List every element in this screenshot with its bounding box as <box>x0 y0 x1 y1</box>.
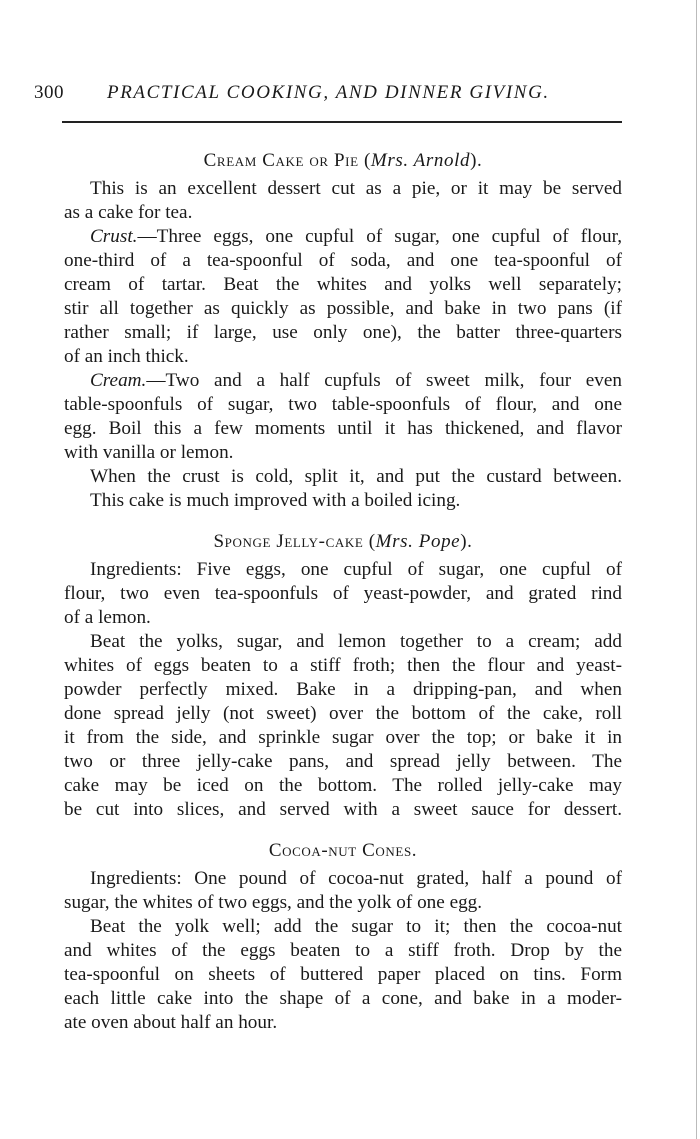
running-title: PRACTICAL COOKING, AND DINNER GIVING. <box>107 82 550 103</box>
text-line: two or three jelly-cake pans, and spread jelly between. The <box>64 751 622 772</box>
line-lead: Cream. <box>90 370 147 391</box>
line-lead: Crust. <box>90 226 138 247</box>
text-line: Beat the yolks, sugar, and lemon together to a cream; add <box>90 631 622 652</box>
text-line: table-spoonfuls of sugar, two table-spoonfuls of flour, and one <box>64 394 622 415</box>
text-line <box>64 369 622 393</box>
paren-close: ). <box>460 531 473 552</box>
paren-close: ). <box>470 150 483 171</box>
text-line: of a lemon. <box>64 607 151 628</box>
paren-open: ( <box>363 531 376 552</box>
recipe-name: Cocoa-nut Cones. <box>268 840 418 861</box>
recipe-name: Sponge Jelly-cake <box>213 531 364 552</box>
text-line: stir all together as quickly as possible, and bake in two pans (if <box>64 298 622 319</box>
text-line: with vanilla or lemon. <box>64 442 234 463</box>
paren-open: ( <box>358 150 371 171</box>
text-line: flour, two even tea-spoonfuls of yeast-powder, and grated rind <box>64 583 622 604</box>
text-line: as a cake for tea. <box>64 202 193 223</box>
running-header <box>34 82 624 110</box>
text-line: and whites of the eggs beaten to a stiff froth. Drop by the <box>64 940 622 961</box>
recipe-section <box>64 838 622 1035</box>
text-line: it from the side, and sprinkle sugar over the top; or bake it in <box>64 727 622 748</box>
recipe-section <box>64 148 622 513</box>
recipe-author: Mrs. Arnold <box>370 150 471 171</box>
recipe-name: Cream Cake or Pie <box>203 150 359 171</box>
text-line: tea-spoonful on sheets of buttered paper placed on tins. Form <box>64 964 622 985</box>
text-line: Beat the yolk well; add the sugar to it; then the cocoa-nut <box>90 916 622 937</box>
text-line: This is an excellent dessert cut as a pie, or it may be served <box>90 178 622 199</box>
line-text: —Two and a half cupfuls of sweet milk, four even <box>146 370 622 391</box>
recipe-author: Mrs. Pope <box>375 531 461 552</box>
line-text: —Three eggs, one cupful of sugar, one cupful of flour, <box>137 226 622 247</box>
header-rule <box>62 121 622 123</box>
recipe-title <box>64 529 622 555</box>
text-line: This cake is much improved with a boiled icing. <box>90 490 461 511</box>
text-line: rather small; if large, use only one), the batter three-quarters <box>64 322 622 343</box>
page-number: 300 <box>34 82 64 103</box>
text-line: egg. Boil this a few moments until it has thickened, and flavor <box>64 418 622 439</box>
text-line: one-third of a tea-spoonful of soda, and one tea-spoonful of <box>64 250 622 271</box>
text-line: powder perfectly mixed. Bake in a dripping-pan, and when <box>64 679 622 700</box>
text-line: done spread jelly (not sweet) over the bottom of the cake, roll <box>64 703 622 724</box>
text-line: of an inch thick. <box>64 346 189 367</box>
text-line: be cut into slices, and served with a sweet sauce for dessert. <box>64 799 622 820</box>
page-body <box>64 148 622 1051</box>
page-edge <box>696 0 697 1139</box>
text-line <box>64 225 622 249</box>
text-line: cream of tartar. Beat the whites and yolks well separately; <box>64 274 622 295</box>
text-line: When the crust is cold, split it, and put the custard between. <box>90 466 622 487</box>
recipe-section <box>64 529 622 822</box>
text-line: cake may be iced on the bottom. The rolled jelly-cake may <box>64 775 622 796</box>
text-line: ate oven about half an hour. <box>64 1012 278 1033</box>
text-line: whites of eggs beaten to a stiff froth; then the flour and yeast- <box>64 655 622 676</box>
text-line: Ingredients: Five eggs, one cupful of sugar, one cupful of <box>90 559 622 580</box>
recipe-title <box>64 148 622 174</box>
recipe-title <box>64 838 622 864</box>
text-line: Ingredients: One pound of cocoa-nut grated, half a pound of <box>90 868 622 889</box>
text-line: sugar, the whites of two eggs, and the yolk of one egg. <box>64 892 483 913</box>
text-line: each little cake into the shape of a cone, and bake in a moder- <box>64 988 622 1009</box>
